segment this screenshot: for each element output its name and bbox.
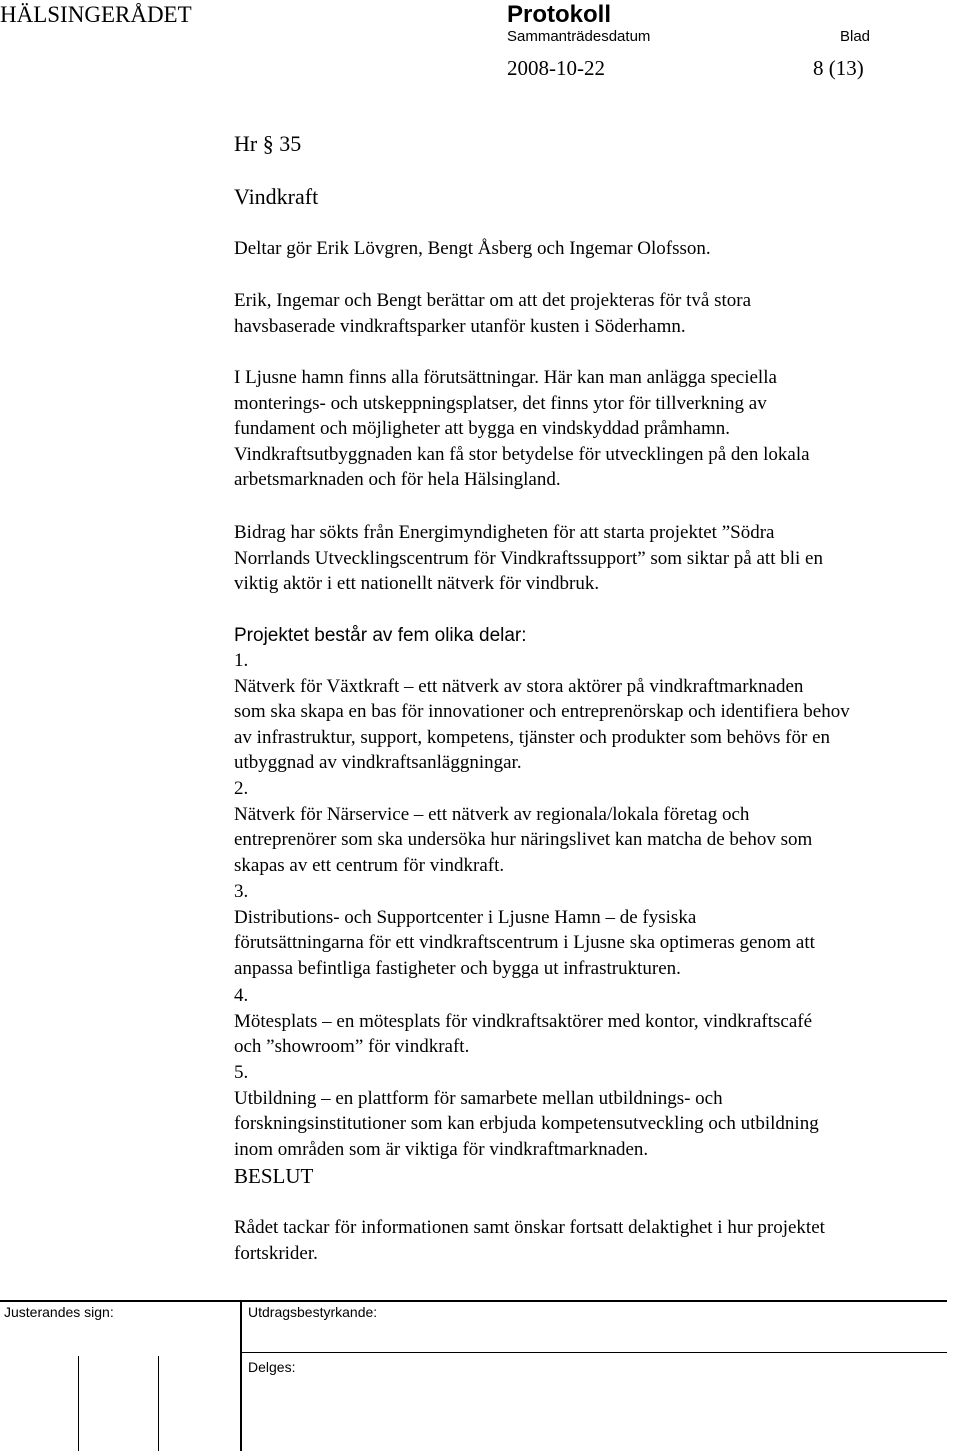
page-label: Blad [840,28,871,45]
item-number: 4. [234,985,249,1006]
list-item: 4. Mötesplats – en mötesplats för vindkraftsaktörer med kontor, vindkraftscafé och ”showroom” för vindkraft. [234,985,813,1058]
delges-label: Delges: [248,1359,296,1375]
parts-intro: Projektet består av fem olika delar: [234,625,527,646]
decision-text: Rådet tackar för informationen samt önskar fortsatt delaktighet i hur projektet fortskrider. [234,1217,825,1264]
footer-top-rule [0,1300,947,1302]
item-number: 2. [234,778,249,799]
signature-footer [0,1300,960,1451]
meeting-date: 2008-10-22 [507,56,605,80]
organization-name: HÄLSINGERÅDET [0,2,192,27]
signature-box-divider [78,1356,79,1451]
participants-text: Deltar gör Erik Lövgren, Bengt Åsberg och Ingemar Olofsson. [234,238,711,259]
list-item: 2. Nätverk för Närservice – ett nätverk av regionala/lokala företag och entreprenörer som ska undersöka hur näringslivet kan matcha de behov som skapas av ett centrum för vindkraft. [234,778,813,876]
paragraph-1: Erik, Ingemar och Bengt berättar om att det projekteras för två stora havsbaserade vindkraftsparker utanför kusten i Söderhamn. [234,290,752,337]
signature-box-divider [158,1356,159,1451]
item-number: 5. [234,1062,249,1083]
utdrag-label: Utdragsbestyrkande: [248,1304,378,1320]
decision-heading: BESLUT [234,1164,314,1188]
paragraph-3: Bidrag har sökts från Energimyndigheten för att starta projektet ”Södra Norrlands Utvecklingscentrum för Vindkraftssupport” som siktar på att bli en viktig aktör i ett nationellt nätverk för vindbruk. [234,522,823,595]
paragraph-2: I Ljusne hamn finns alla förutsättningar. Här kan man anlägga speciella monterings- och utskeppningsplatser, det finns ytor för tillverkning av fundament och möjligheter att bygga en vindskyddad pråmhamn. Vindkraftsutbyggnaden kan få stor betydelse för utvecklingen på den lokala arbetsmarknaden och för hela Hälsingland. [234,367,810,491]
document-type: Protokoll [507,1,612,28]
section-title: Vindkraft [234,184,319,209]
item-number: 1. [234,650,249,671]
list-item: 5. Utbildning – en plattform för samarbete mellan utbildnings- och forskningsinstitutioner som kan erbjuda kompetensutveckling och utbildning inom områden som är viktiga för vindkraftmarknaden. [234,1062,819,1160]
footer-divider [240,1300,242,1451]
footer-middle-rule [242,1352,947,1353]
justerande-label: Justerandes sign: [4,1304,114,1320]
date-label: Sammanträdesdatum [507,28,651,45]
paragraph-ref: Hr § 35 [234,131,302,156]
list-item: 1. Nätverk för Växtkraft – ett nätverk av stora aktörer på vindkraftmarknaden som ska skapa en bas för innovationer och entreprenörskap och identifiera behov av infrastruktur, support, kompetens, tjänster och produkter som behövs för en utbyggnad av vindkraftsanläggningar. [234,650,850,774]
page-number: 8 (13) [813,56,864,80]
list-item: 3. Distributions- och Supportcenter i Ljusne Hamn – de fysiska förutsättningarna för ett vindkraftscentrum i Ljusne ska optimeras genom att anpassa befintliga fastigheter och bygga ut infrastrukturen. [234,881,815,979]
item-number: 3. [234,881,249,902]
